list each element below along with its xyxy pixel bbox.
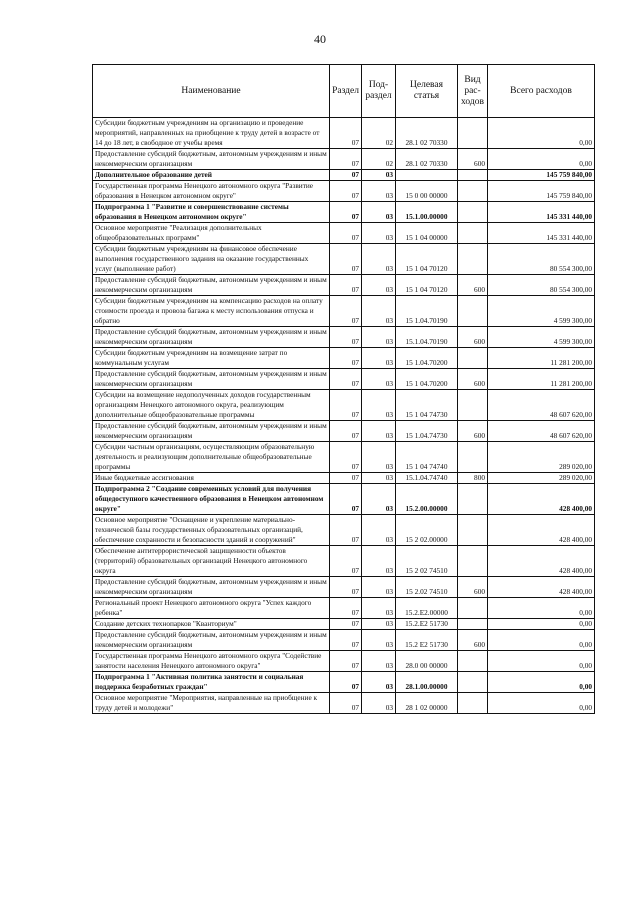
column-header-total: Всего расходов	[488, 65, 595, 118]
cell-total: 4 599 300,00	[488, 296, 595, 327]
cell-name: Подпрограмма 1 "Развитие и совершенствование системы образования в Ненецком автономном округе"	[93, 202, 330, 223]
column-header-name: Наименование	[93, 65, 330, 118]
cell-section: 07	[330, 693, 362, 714]
cell-total: 48 607 620,00	[488, 390, 595, 421]
cell-name: Государственная программа Ненецкого автономного округа "Развитие образования в Ненецком автономном округе"	[93, 181, 330, 202]
table-row	[93, 619, 595, 630]
table-row	[93, 651, 595, 672]
cell-expense-type	[458, 118, 488, 149]
table-row	[93, 202, 595, 223]
cell-target: 15 1.04.70190	[396, 296, 458, 327]
cell-section: 07	[330, 223, 362, 244]
cell-expense-type	[458, 546, 488, 577]
cell-section: 07	[330, 630, 362, 651]
cell-section: 07	[330, 442, 362, 473]
cell-total: 0,00	[488, 118, 595, 149]
cell-name: Государственная программа Ненецкого автономного округа "Содействие занятости населения Ненецкого автономного округа"	[93, 651, 330, 672]
cell-section: 07	[330, 473, 362, 484]
cell-target: 15.1.04.74740	[396, 473, 458, 484]
table-row	[93, 170, 595, 181]
table-row	[93, 327, 595, 348]
cell-total: 0,00	[488, 630, 595, 651]
cell-name: Региональный проект Ненецкого автономного округа "Успех каждого ребенка"	[93, 598, 330, 619]
cell-target: 15 1.04.74730	[396, 421, 458, 442]
cell-section: 07	[330, 327, 362, 348]
cell-name: Иные бюджетные ассигнования	[93, 473, 330, 484]
cell-section: 07	[330, 348, 362, 369]
cell-subsection: 03	[362, 296, 396, 327]
cell-target: 15.2 E2 51730	[396, 630, 458, 651]
table-row	[93, 223, 595, 244]
cell-total: 428 400,00	[488, 546, 595, 577]
cell-total: 145 331 440,00	[488, 223, 595, 244]
cell-name: Субсидии бюджетным учреждениям на организацию и проведение мероприятий, направленных на приобщение к труду детей в возрасте от 14 до 18 лет, в свободное от учебы время	[93, 118, 330, 149]
cell-expense-type: 600	[458, 577, 488, 598]
cell-subsection: 03	[362, 577, 396, 598]
cell-name: Субсидии частным организациям, осуществляющим образовательную деятельность и реализующим дополнительные общеобразовательные программы	[93, 442, 330, 473]
cell-total: 0,00	[488, 149, 595, 170]
table-row	[93, 369, 595, 390]
cell-subsection: 03	[362, 390, 396, 421]
cell-subsection: 03	[362, 442, 396, 473]
cell-target: 15 2.02 74510	[396, 577, 458, 598]
table-row	[93, 421, 595, 442]
cell-total: 145 759 840,00	[488, 181, 595, 202]
cell-subsection: 03	[362, 598, 396, 619]
cell-expense-type	[458, 672, 488, 693]
table-row	[93, 181, 595, 202]
cell-target: 28.1.00.00000	[396, 672, 458, 693]
cell-target: 15.2.E2.00000	[396, 598, 458, 619]
table-row	[93, 390, 595, 421]
table-row	[93, 515, 595, 546]
cell-total: 145 759 840,00	[488, 170, 595, 181]
cell-expense-type	[458, 244, 488, 275]
cell-section: 07	[330, 275, 362, 296]
cell-name: Субсидии бюджетным учреждениям на финансовое обеспечение выполнения государственного задания на оказание государственных услуг (выполнение работ)	[93, 244, 330, 275]
cell-expense-type	[458, 651, 488, 672]
cell-total: 11 281 200,00	[488, 348, 595, 369]
cell-subsection: 03	[362, 630, 396, 651]
cell-expense-type: 600	[458, 149, 488, 170]
cell-name: Предоставление субсидий бюджетным, автономным учреждениям и иным некоммерческим организациям	[93, 327, 330, 348]
table-row	[93, 149, 595, 170]
cell-target: 15 1 04 00000	[396, 223, 458, 244]
cell-section: 07	[330, 181, 362, 202]
cell-section: 07	[330, 369, 362, 390]
cell-expense-type	[458, 181, 488, 202]
cell-name: Основное мероприятие "Мероприятия, направленные на приобщение к труду детей и молодежи"	[93, 693, 330, 714]
table-row	[93, 473, 595, 484]
cell-name: Создание детских технопарков "Кванториум"	[93, 619, 330, 630]
budget-table	[92, 64, 595, 714]
cell-target: 28.1 02 70330	[396, 149, 458, 170]
cell-expense-type	[458, 390, 488, 421]
cell-section: 07	[330, 598, 362, 619]
cell-total: 48 607 620,00	[488, 421, 595, 442]
table-header-row	[93, 65, 595, 118]
cell-name: Подпрограмма 2 "Создание современных условий для получения общедоступного качественного образования в Ненецком автономном округе"	[93, 484, 330, 515]
cell-total: 145 331 440,00	[488, 202, 595, 223]
cell-target: 15 0 00 00000	[396, 181, 458, 202]
cell-target: 28.1 02 70330	[396, 118, 458, 149]
cell-target: 15.1.00.00000	[396, 202, 458, 223]
cell-section: 07	[330, 577, 362, 598]
cell-section: 07	[330, 484, 362, 515]
cell-section: 07	[330, 651, 362, 672]
table-row	[93, 693, 595, 714]
table-row	[93, 118, 595, 149]
cell-section: 07	[330, 149, 362, 170]
cell-name: Субсидии бюджетным учреждениям на компенсацию расходов на оплату стоимости проезда и провоза багажа к месту использования отпуска и обратно	[93, 296, 330, 327]
cell-target: 15.2.E2 51730	[396, 619, 458, 630]
table-row	[93, 442, 595, 473]
cell-name: Обеспечение антитеррористической защищенности объектов (территорий) образовательных организаций Ненецкого автономного округа	[93, 546, 330, 577]
cell-section: 07	[330, 619, 362, 630]
cell-expense-type	[458, 348, 488, 369]
column-header-target: Целевая статья	[396, 65, 458, 118]
cell-target: 28.0 00 00000	[396, 651, 458, 672]
column-header-section: Раздел	[330, 65, 362, 118]
cell-subsection: 03	[362, 473, 396, 484]
cell-section: 07	[330, 296, 362, 327]
cell-total: 0,00	[488, 693, 595, 714]
cell-name: Основное мероприятие "Оснащение и укрепление материально-технической базы государственных образовательных организаций, обеспечение сохранности и безопасности зданий и сооружений"	[93, 515, 330, 546]
cell-total: 0,00	[488, 619, 595, 630]
cell-total: 428 400,00	[488, 515, 595, 546]
cell-total: 4 599 300,00	[488, 327, 595, 348]
page-number: 40	[314, 32, 326, 46]
cell-expense-type: 600	[458, 327, 488, 348]
table-row	[93, 672, 595, 693]
cell-target: 15 1 04.70200	[396, 369, 458, 390]
cell-name: Предоставление субсидий бюджетным, автономным учреждениям и иным некоммерческим организациям	[93, 577, 330, 598]
column-header-subsection: Под-раздел	[362, 65, 396, 118]
table-row	[93, 296, 595, 327]
cell-subsection: 02	[362, 118, 396, 149]
cell-section: 07	[330, 421, 362, 442]
cell-section: 07	[330, 672, 362, 693]
cell-total: 0,00	[488, 672, 595, 693]
cell-name: Предоставление субсидий бюджетным, автономным учреждениям и иным некоммерческим организациям	[93, 149, 330, 170]
cell-target: 15.2.00.00000	[396, 484, 458, 515]
cell-name: Предоставление субсидий бюджетным, автономным учреждениям и иным некоммерческим организациям	[93, 369, 330, 390]
cell-section: 07	[330, 244, 362, 275]
cell-subsection: 03	[362, 693, 396, 714]
cell-subsection: 03	[362, 275, 396, 296]
cell-subsection: 03	[362, 515, 396, 546]
cell-expense-type: 600	[458, 630, 488, 651]
cell-expense-type: 600	[458, 369, 488, 390]
cell-expense-type: 600	[458, 421, 488, 442]
cell-expense-type	[458, 619, 488, 630]
cell-expense-type	[458, 693, 488, 714]
cell-subsection: 03	[362, 223, 396, 244]
cell-total: 0,00	[488, 651, 595, 672]
cell-subsection: 03	[362, 484, 396, 515]
cell-subsection: 03	[362, 619, 396, 630]
cell-target: 15 1 04 74740	[396, 442, 458, 473]
table-row	[93, 348, 595, 369]
table-row	[93, 275, 595, 296]
cell-section: 07	[330, 546, 362, 577]
cell-section: 07	[330, 202, 362, 223]
table-row	[93, 484, 595, 515]
cell-target: 15 1 04 70120	[396, 275, 458, 296]
cell-expense-type	[458, 170, 488, 181]
cell-target	[396, 170, 458, 181]
cell-expense-type: 800	[458, 473, 488, 484]
cell-name: Основное мероприятие "Реализация дополнительных общеобразовательных программ"	[93, 223, 330, 244]
cell-total: 80 554 300,00	[488, 244, 595, 275]
cell-name: Дополнительное образование детей	[93, 170, 330, 181]
cell-total: 0,00	[488, 598, 595, 619]
cell-expense-type	[458, 442, 488, 473]
cell-subsection: 03	[362, 421, 396, 442]
cell-expense-type	[458, 296, 488, 327]
cell-name: Подпрограмма 1 "Активная политика занятости и социальная поддержка безработных граждан"	[93, 672, 330, 693]
cell-subsection: 03	[362, 327, 396, 348]
cell-expense-type: 600	[458, 275, 488, 296]
cell-expense-type	[458, 515, 488, 546]
cell-subsection: 03	[362, 244, 396, 275]
cell-total: 428 400,00	[488, 577, 595, 598]
cell-subsection: 03	[362, 546, 396, 577]
cell-total: 289 020,00	[488, 473, 595, 484]
cell-total: 428 400,00	[488, 484, 595, 515]
cell-name: Субсидии бюджетным учреждениям на возмещение затрат по коммунальным услугам	[93, 348, 330, 369]
cell-target: 28 1 02 00000	[396, 693, 458, 714]
cell-name: Субсидии на возмещение недополученных доходов государственным организациям Ненецкого автономного округа, реализующим дополнительные общеобразовательные программы	[93, 390, 330, 421]
cell-section: 07	[330, 170, 362, 181]
cell-target: 15 2 02.00000	[396, 515, 458, 546]
cell-subsection: 03	[362, 369, 396, 390]
cell-subsection: 03	[362, 181, 396, 202]
table-row	[93, 546, 595, 577]
table-body	[93, 118, 595, 714]
cell-subsection: 03	[362, 651, 396, 672]
cell-subsection: 03	[362, 348, 396, 369]
cell-name: Предоставление субсидий бюджетным, автономным учреждениям и иным некоммерческим организациям	[93, 630, 330, 651]
cell-section: 07	[330, 515, 362, 546]
cell-subsection: 02	[362, 149, 396, 170]
cell-expense-type	[458, 202, 488, 223]
cell-section: 07	[330, 118, 362, 149]
cell-expense-type	[458, 223, 488, 244]
cell-name: Предоставление субсидий бюджетным, автономным учреждениям и иным некоммерческим организациям	[93, 275, 330, 296]
cell-total: 289 020,00	[488, 442, 595, 473]
table-row	[93, 598, 595, 619]
table-row	[93, 630, 595, 651]
cell-expense-type	[458, 598, 488, 619]
cell-target: 15 2 02 74510	[396, 546, 458, 577]
table-row	[93, 244, 595, 275]
cell-name: Предоставление субсидий бюджетным, автономным учреждениям и иным некоммерческим организациям	[93, 421, 330, 442]
column-header-expense-type: Вид рас-ходов	[458, 65, 488, 118]
cell-subsection: 03	[362, 202, 396, 223]
cell-total: 80 554 300,00	[488, 275, 595, 296]
cell-subsection: 03	[362, 170, 396, 181]
cell-total: 11 281 200,00	[488, 369, 595, 390]
cell-target: 15 1 04 74730	[396, 390, 458, 421]
cell-section: 07	[330, 390, 362, 421]
cell-expense-type	[458, 484, 488, 515]
cell-target: 15 1 04 70120	[396, 244, 458, 275]
cell-target: 15 1.04.70200	[396, 348, 458, 369]
cell-subsection: 03	[362, 672, 396, 693]
cell-target: 15.1.04.70190	[396, 327, 458, 348]
table-row	[93, 577, 595, 598]
